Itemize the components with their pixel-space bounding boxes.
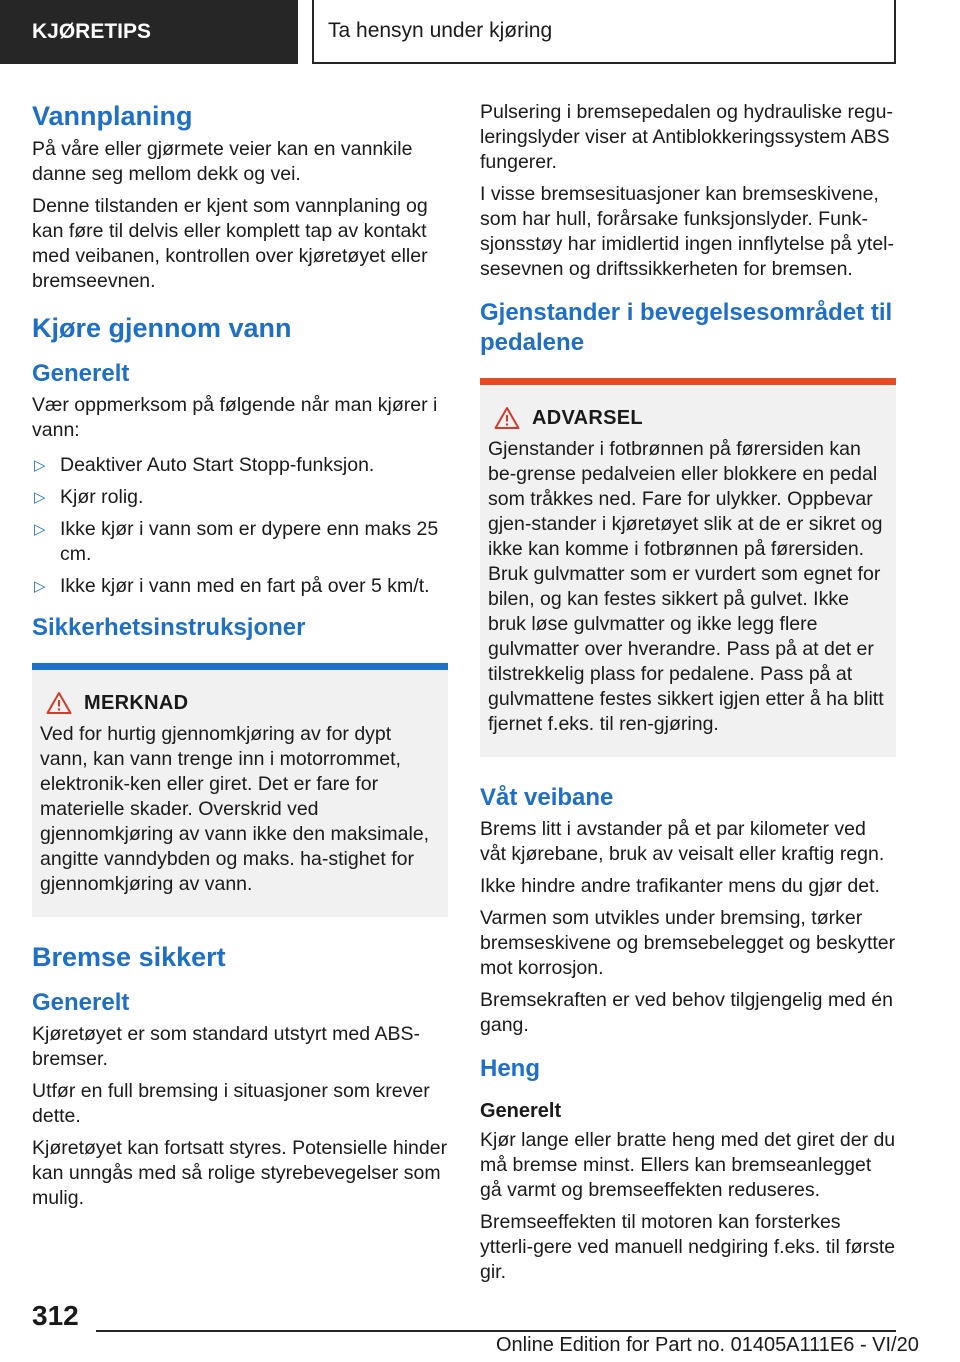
notice-text: Ved for hurtig gjennomkjøring av for dypt vann, kan vann trenge inn i motorrommet, elektronik-ken eller giret. Det er fare for materielle skader. Overskrid ved gjennomkjøring av vann ikke den maksimale, angitte vanndybden og maks. ha-stighet for gjennomkjøring av vann. bbox=[40, 723, 430, 895]
warning-title: ADVARSEL bbox=[488, 403, 888, 433]
subheading-generelt: Generelt bbox=[480, 1100, 562, 1122]
list-item: ▷ Deaktiver Auto Start Stopp-funksjon. bbox=[34, 454, 375, 476]
heading-vaat-veibane: Våt veibane bbox=[480, 784, 614, 811]
footer-edition: Online Edition for Part no. 01405A111E6 - VI/20 bbox=[496, 1334, 919, 1356]
subheading-sikkerhetsinstruksjoner: Sikkerhetsinstruksjoner bbox=[32, 614, 306, 641]
topic-tab: Ta hensyn under kjøring bbox=[312, 0, 896, 64]
triangle-right-outline-icon: ▷ bbox=[34, 578, 46, 595]
paragraph: Brems litt i avstander på et par kilometer ved våt kjørebane, bruk av veisalt eller kraftig regn. bbox=[480, 818, 885, 865]
paragraph: Ikke hindre andre trafikanter mens du gjør det. bbox=[480, 875, 880, 897]
paragraph: I visse bremsesituasjoner kan bremseskivene, som har hull, forårsake funksjonslyder. Funk-sjonsstøy har imidlertid ingen innflytelse på ytel-sesevnen og driftssikkerheten for bremsen. bbox=[480, 183, 895, 280]
triangle-right-outline-icon: ▷ bbox=[34, 457, 46, 474]
warning-triangle-icon bbox=[46, 691, 72, 715]
bullet-list bbox=[32, 453, 448, 599]
heading-gjenstander: Gjenstander i bevegelsesområdet til pedalene bbox=[480, 299, 893, 356]
heading-heng: Heng bbox=[480, 1055, 540, 1082]
paragraph: Kjøretøyet er som standard utstyrt med ABS-bremser. bbox=[32, 1023, 420, 1070]
page-number: 312 bbox=[32, 1300, 79, 1331]
footer-divider bbox=[96, 1330, 896, 1332]
paragraph: På våre eller gjørmete veier kan en vannkile danne seg mellom dekk og vei. bbox=[32, 138, 413, 185]
heading-kjore-gjennom-vann: Kjøre gjennom vann bbox=[32, 313, 292, 343]
paragraph: Bremseeffekten til motoren kan forsterkes ytterli-gere ved manuell nedgiring f.eks. til første gir. bbox=[480, 1211, 896, 1283]
paragraph: Utfør en full bremsing i situasjoner som krever dette. bbox=[32, 1080, 430, 1127]
paragraph: Bremsekraften er ved behov tilgjengelig med én gang. bbox=[480, 989, 893, 1036]
warning-box bbox=[480, 378, 896, 757]
list-item: ▷ Ikke kjør i vann med en fart på over 5 km/t. bbox=[34, 575, 430, 597]
paragraph: Denne tilstanden er kjent som vannplaning og kan føre til delvis eller komplett tap av kontakt med veibanen, kontrollen over kjøretøyet eller bremseevnen. bbox=[32, 195, 428, 292]
right-column bbox=[480, 100, 896, 1292]
paragraph: Kjøretøyet kan fortsatt styres. Potensielle hinder kan unngås med så rolige styrebevegelser som mulig. bbox=[32, 1137, 448, 1209]
heading-vannplaning: Vannplaning bbox=[32, 101, 193, 131]
left-column bbox=[32, 100, 448, 1218]
notice-title: MERKNAD bbox=[40, 688, 440, 718]
triangle-right-outline-icon: ▷ bbox=[34, 521, 46, 538]
heading-bremse-sikkert: Bremse sikkert bbox=[32, 942, 226, 972]
notice-box bbox=[32, 663, 448, 917]
list-item: ▷ Ikke kjør i vann som er dypere enn maks 25 cm. bbox=[34, 518, 439, 565]
subheading-generelt: Generelt bbox=[32, 360, 130, 387]
triangle-right-outline-icon: ▷ bbox=[34, 489, 46, 506]
paragraph: Vær oppmerksom på følgende når man kjører i vann: bbox=[32, 394, 438, 441]
paragraph: Pulsering i bremsepedalen og hydrauliske regu-leringslyder viser at Antiblokkeringssystem ABS fungerer. bbox=[480, 101, 893, 173]
page-header bbox=[0, 0, 960, 66]
warning-text: Gjenstander i fotbrønnen på førersiden kan be-grense pedalveien eller blokkere en pedal som tråkkes ned. Fare for ulykker. Oppbevar gjen-stander i kjøretøyet slik at de er sikret og ikke kan komme i fotbrønnen på førersiden. Bruk gulvmatter som er vurdert som egnet for bilen, og kan festes sikkert på gulvet. Ikke bruk løse gulvmatter og ikke legg flere gulvmatter over hverandre. Pass på at det er tilstrekkelig plass for pedalene. Pass på at gulvmattene festes sikkert igjen etter å ha blitt fjernet f.eks. til ren-gjøring. bbox=[488, 438, 884, 735]
subheading-generelt: Generelt bbox=[32, 989, 130, 1016]
list-item: ▷ Kjør rolig. bbox=[34, 486, 144, 508]
paragraph: Varmen som utvikles under bremsing, tørker bremseskivene og bremsebelegget og beskytter mot korrosjon. bbox=[480, 907, 896, 979]
section-tab: KJØRETIPS bbox=[0, 0, 298, 64]
paragraph: Kjør lange eller bratte heng med det giret der du må bremse minst. Ellers kan bremseanlegget gå varmt og bremseeffekten reduseres. bbox=[480, 1129, 896, 1201]
warning-triangle-icon bbox=[494, 406, 520, 430]
